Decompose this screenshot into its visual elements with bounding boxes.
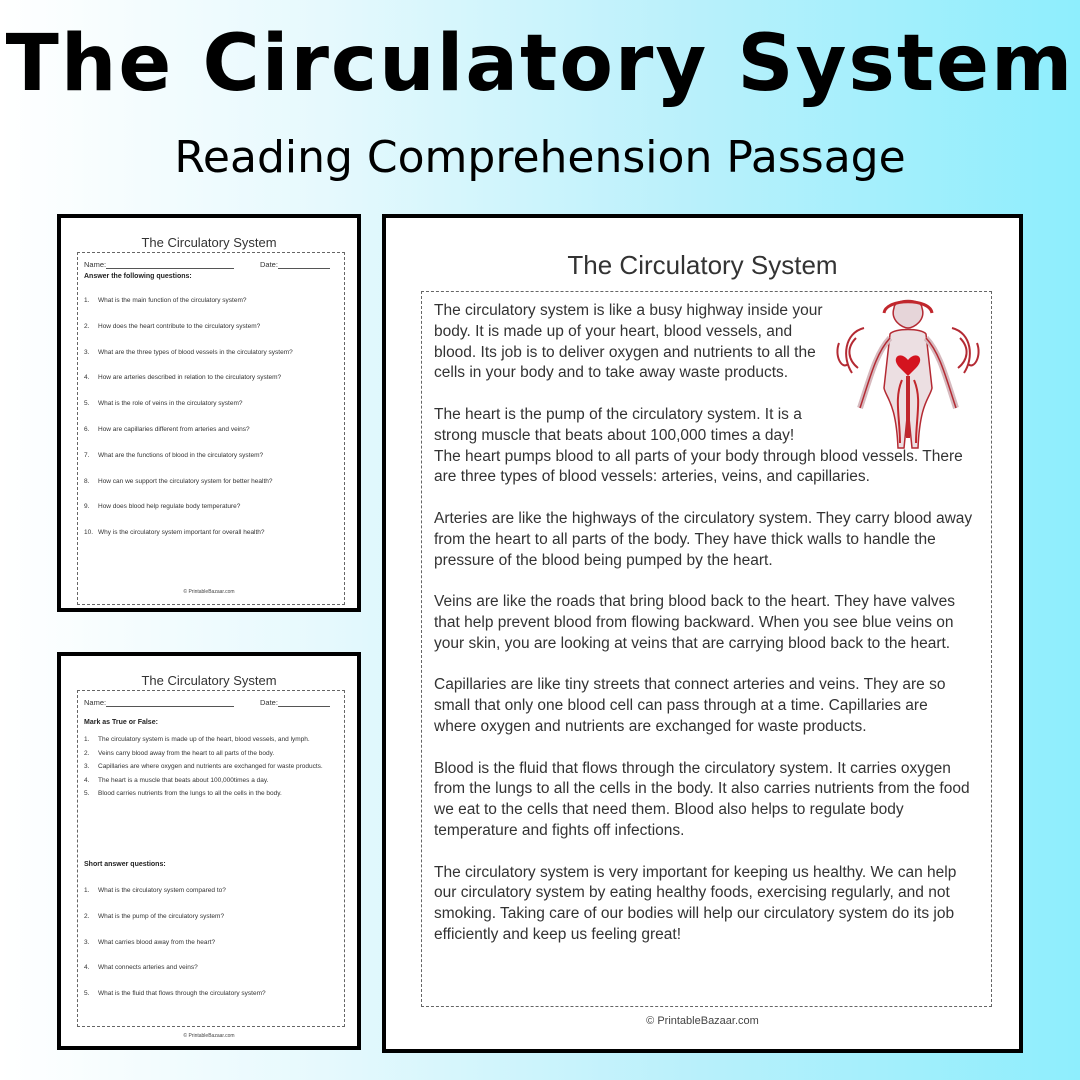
- passage-paragraph: Blood is the fluid that flows through the circulatory system. It carries oxygen from the lungs to all the cells in the body. It also carries nutrients from the food we eat to the cells that need them. Blood also helps to regulate body temperature and fights off infections.: [434, 759, 970, 839]
- question-text: The heart is a muscle that beats about 100,000times a day.: [98, 776, 269, 784]
- passage-title: The Circulatory System: [567, 250, 838, 280]
- short-answer-heading: Short answer questions:: [84, 861, 166, 868]
- question-item: [84, 478, 339, 485]
- question-number: 5.: [84, 400, 90, 408]
- date-label: Date:: [260, 260, 278, 269]
- question-item: [84, 747, 339, 761]
- question-item: [84, 964, 339, 971]
- question-item: [84, 503, 339, 510]
- question-text: How can we support the circulatory system for better health?: [98, 477, 273, 485]
- name-date-row: [84, 698, 234, 707]
- date-row: [260, 698, 330, 707]
- question-number: 1.: [84, 297, 90, 304]
- question-number: 2.: [84, 749, 90, 757]
- question-number: 3.: [84, 763, 90, 770]
- question-item: [84, 323, 339, 330]
- question-item: [84, 374, 339, 381]
- question-text: What are the three types of blood vessels in the circulatory system?: [98, 348, 293, 356]
- question-text: What is the role of veins in the circulatory system?: [98, 400, 243, 408]
- true-false-list: [84, 733, 339, 801]
- question-number: 1.: [84, 887, 90, 894]
- question-text: What is the fluid that flows through the circulatory system?: [98, 990, 266, 998]
- name-label: Name:: [84, 698, 107, 707]
- question-item: [84, 400, 339, 407]
- passage-page: [382, 214, 1023, 1053]
- passage-paragraph: The circulatory system is like a busy highway inside your body. It is made up of your heart, blood vessels, and blood. Its job is to deliver oxygen and nutrients to all the cells in your body and to take away waste products.: [434, 302, 823, 382]
- worksheet-title: The Circulatory System: [141, 673, 277, 688]
- question-number: 9.: [84, 503, 90, 511]
- passage-paragraph: Capillaries are like tiny streets that connect arteries and veins. They are so small that only one blood cell can pass through at a time. Capillaries are where oxygen and nutrients are exchanged for waste products.: [434, 676, 946, 735]
- name-date-row: [84, 260, 234, 269]
- page-title: The Circulatory System: [5, 19, 1075, 109]
- question-number: 10.: [84, 529, 94, 537]
- question-text: What is the main function of the circulatory system?: [98, 297, 247, 304]
- short-answer-list: [84, 887, 339, 1016]
- question-text: How are arteries described in relation to the circulatory system?: [98, 374, 282, 382]
- passage-paragraph: The heart is the pump of the circulatory system. It is a strong muscle that beats about 100,000 times a day! The heart pumps blood to all parts of your body through blood vessels. There are three types of blood vessels: arteries, veins, and capillaries.: [434, 405, 963, 486]
- question-text: Blood carries nutrients from the lungs to all the cells in the body.: [98, 790, 282, 797]
- copyright-footer: © PrintableBazaar.com: [646, 1015, 759, 1027]
- question-item: [84, 887, 339, 894]
- worksheet-truefalse-preview: [57, 652, 361, 1050]
- passage-paragraph: Arteries are like the highways of the circulatory system. They carry blood away from the heart to all parts of the body. They have thick walls to handle the pressure of the blood being pumped by the heart.: [434, 509, 973, 569]
- question-number: 7.: [84, 451, 90, 459]
- copyright-footer: © PrintableBazaar.com: [183, 1033, 235, 1039]
- question-text: Veins carry blood away from the heart to all parts of the body.: [98, 749, 275, 757]
- question-number: 1.: [84, 736, 90, 743]
- question-item: [84, 787, 339, 801]
- question-list: [84, 297, 339, 555]
- question-number: 3.: [84, 348, 90, 356]
- question-item: [84, 529, 339, 536]
- question-item: [84, 774, 339, 788]
- copyright-footer: © PrintableBazaar.com: [183, 589, 235, 595]
- question-text: How does blood help regulate body temperature?: [98, 503, 241, 511]
- question-text: What is the pump of the circulatory system?: [98, 912, 225, 920]
- question-number: 4.: [84, 776, 90, 784]
- passage-paragraph: The circulatory system is very important for keeping us healthy. We can help our circulatory system by eating healthy foods, exercising regularly, and not smoking. Taking care of our bodies will help our circulatory system do its job efficiently and keep us feeling great!: [434, 863, 957, 943]
- date-label: Date:: [260, 698, 278, 707]
- question-number: 3.: [84, 938, 90, 946]
- question-item: [84, 913, 339, 920]
- instruction-heading: Answer the following questions:: [84, 273, 192, 280]
- worksheet-frame: [77, 690, 345, 1027]
- question-item: [84, 452, 339, 459]
- passage-body: [434, 301, 974, 967]
- question-number: 6.: [84, 425, 90, 433]
- question-text: Capillaries are where oxygen and nutrients are exchanged for waste products.: [98, 763, 323, 770]
- question-item: [84, 990, 339, 997]
- worksheet-questions-preview: [57, 214, 361, 612]
- true-false-heading: Mark as True or False:: [84, 719, 158, 726]
- question-text: Why is the circulatory system important for overall health?: [98, 529, 265, 537]
- question-number: 4.: [84, 374, 90, 382]
- worksheet-frame: [77, 252, 345, 605]
- question-number: 4.: [84, 964, 90, 972]
- question-item: [84, 349, 339, 356]
- question-text: What is the circulatory system compared to?: [98, 887, 226, 894]
- question-item: [84, 760, 339, 774]
- date-row: [260, 260, 330, 269]
- passage-paragraph: Veins are like the roads that bring blood back to the heart. They have valves that help prevent blood from flowing backward. When you see blue veins on your skin, you are looking at veins that are carrying blood back to the heart.: [434, 593, 956, 652]
- question-item: [84, 939, 339, 946]
- question-number: 8.: [84, 477, 90, 485]
- question-number: 2.: [84, 912, 90, 920]
- worksheet-title: The Circulatory System: [141, 235, 277, 250]
- question-number: 5.: [84, 790, 90, 797]
- page-subtitle: Reading Comprehension Passage: [174, 132, 906, 183]
- question-text: What are the functions of blood in the circulatory system?: [98, 451, 264, 459]
- name-label: Name:: [84, 260, 107, 269]
- question-text: How does the heart contribute to the circulatory system?: [98, 322, 261, 330]
- question-number: 5.: [84, 990, 90, 998]
- question-item: [84, 733, 339, 747]
- question-number: 2.: [84, 322, 90, 330]
- question-item: [84, 426, 339, 433]
- question-item: [84, 297, 339, 304]
- question-text: The circulatory system is made up of the heart, blood vessels, and lymph.: [98, 736, 310, 743]
- question-text: What carries blood away from the heart?: [98, 938, 216, 946]
- question-text: How are capillaries different from arteries and veins?: [98, 425, 250, 433]
- question-text: What connects arteries and veins?: [98, 964, 198, 972]
